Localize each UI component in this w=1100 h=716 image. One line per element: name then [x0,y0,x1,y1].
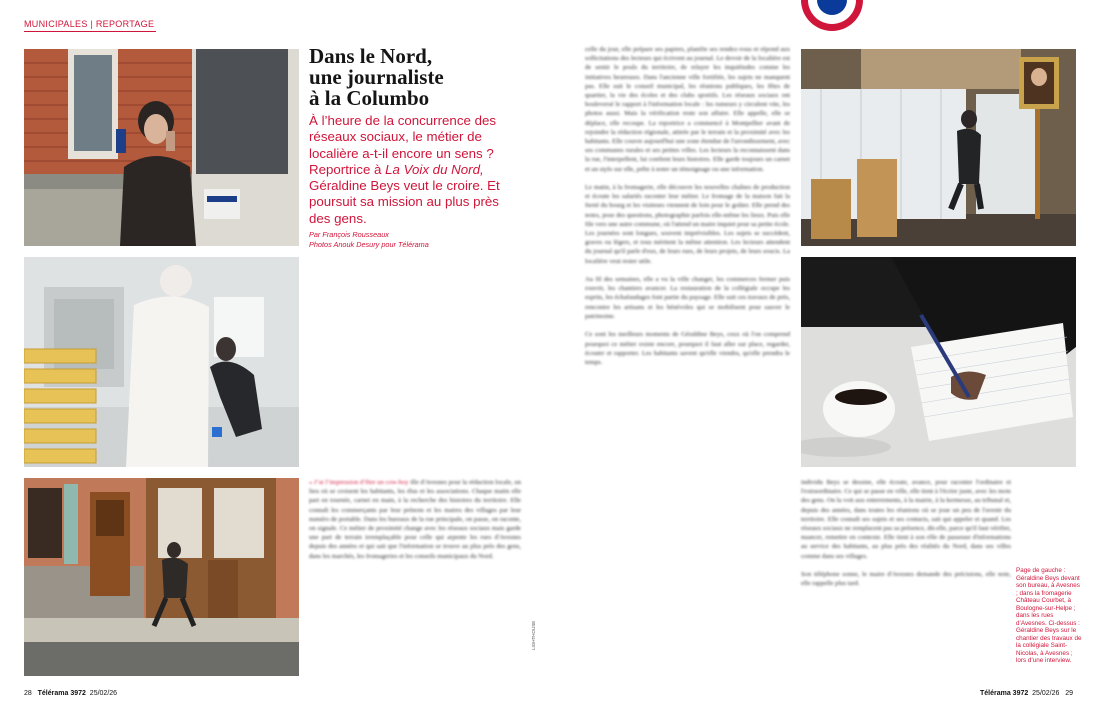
body-text-column-2: celle du jour, elle prépare ses papiers, planifie ses rendez-vous et répond aux sollicitations des lecteurs qui écrivent au journal. Le devoir de la localière est de sentir le pouls du territoire, de relayer les inquiétudes comme les initiatives heureuses. Dans l'ancienne ville fortifiée, les sujets ne manquent pas. Elle suit le conseil municipal, les réunions publiques, les fêtes de quartier, la vie des écoles et des clubs sportifs. Les réseaux sociaux ont bouleversé le rapport à l'information locale : les rumeurs y circulent vite, les photos aussi. Mais la vérification reste son affaire. Elle appelle, elle se déplace, elle recoupe. La reportrice a commencé à Montpellier avant de rejoindre la rédaction régionale, attirée par le terrain et la proximité avec les habitants. Elle couvre aujourd'hui une zone étendue de l'arrondissement, avec ses communes rurales et ses petites villes. Les lecteurs la reconnaissent dans la rue, l'interpellent, lui confient leurs histoires. Elle garde toujours un carnet et un stylo sur elle, prête à noter un témoignage ou une information. Le matin, à la fromagerie, elle découvre les nouvelles chaînes de production et écoute les salariés raconter leur métier. Le fromage de la maison fait la fierté du bourg et les visiteurs viennent de loin pour le goûter. Elle prend des notes, pose des questions, photographie parfois elle-même les lieux. Puis elle file vers une autre commune, où l'attend un maire inquiet pour sa petite école. Les journées sont longues, souvent imprévisibles. Les sujets se succèdent, graves ou légers, et tous méritent la même attention. Les lecteurs attendent du journal qu'il parle d'eux, de leurs rues, de leurs projets, de leurs soucis. La localière veut rester utile. Au fil des semaines, elle a vu la ville changer, les commerces fermer puis rouvrir, les chantiers avancer. La restauration de la collégiale occupe les esprits, les échafaudages font partie du paysage. Elle suit ces travaux de près, rencontre les artisans et les bénévoles qui se mobilisent pour sauver le patrimoine. Ce sont les meilleurs moments de Géraldine Beys, ceux où l'on comprend pourquoi ce métier existe encore, pourquoi il faut aller sur place, regarder, écouter et rapporter. Les habitants savent qu'elle viendra, qu'elle prendra le temps. [585,46,790,366]
body-text-column-1: « J’ai l’impression d’être un cow-boy ille d'Avesnes pour la rédaction locale, un lieu où se croisent les habitants, les élus et les associations. Chaque matin elle part en tournée, carnet en main, à la recherche des histoires du territoire. Elle connaît les commerçants par leur prénom et les maires des villages par leur numéro de portable. Dans les bureaux de la rue principale, on passe, on raconte, on signale. Ce métier de proximité change avec les réseaux sociaux mais garde une part de terrain irremplaçable pour celle qui arpente les rues d'Avesnes depuis des années et qui sait que l'information se trouve au plus près des gens, dans les marchés, les fromageries et les conseils municipaux du Nord. [309,479,521,560]
tricolor-roundel-icon [800,0,864,32]
byline: Par François Rousseaux [309,230,389,239]
folio-right-magazine: Télérama 3972 [980,690,1029,697]
folio-left-page: 28 [24,690,32,697]
photo-caption: Page de gauche : Géraldine Beys devant son bureau, à Avesnes ; dans la fromagerie Château Courbet, à Boulogne-sur-Helpe ; dans les rues d’Avesnes. Ci-dessus : Géraldine Beys sur le chantier des travaux de la collégiale Saint-Nicolas, à Avesnes ; lors d’une interview. [1016,567,1082,664]
photo-church-worksite [801,49,1076,246]
headline-line-1: Dans le Nord, [309,44,433,68]
folio-left [24,690,117,697]
headline-line-2: une journaliste [309,65,444,89]
body-text-column-3: individu Beys se dessine, elle écoute, avance, pour raconter l'ordinaire et l'extraordinaire. Ce qui se passe en ville, elle tient à l'écrire juste, avec les mots des gens. On la voit aux enterrements, à la mairie, à la kermesse, au tribunal et, depuis des années, dans toutes les réunions où se joue un peu de l'avenir du territoire. Elle connaît ses sujets et ses contacts, sait qui appeler et quand. Les réseaux sociaux ne remplacent pas sa présence, dit-elle, parce qu'il faut vérifier, nuancer, remettre en contexte. Elle tient à son rôle de passeuse d'informations au service des habitants, au plus près des réalités du Nord, dans ses villes comme dans ses villages. Son téléphone sonne, le maire d'Avesnes demande des précisions, elle note, elle rappelle plus tard. [801,479,1011,588]
standfirst-part-2: Géraldine Beys veut le croire. Et poursuit sa mission au plus près des gens. [309,178,500,226]
body-intro-lead: « J’ai l’impression d’être un cow-boy [309,479,409,486]
folio-left-magazine: Télérama 3972 [37,690,86,697]
photo-phone-call [24,49,299,246]
headline [309,46,499,109]
folio-right-page: 29 [1065,690,1074,697]
photo-cheese-factory [24,257,299,467]
vertical-credit: LIGHTHOUSE [531,620,536,650]
standfirst-publication: La Voix du Nord, [385,161,484,177]
headline-line-3: à la Columbo [309,86,430,110]
folio-left-date: 25/02/26 [89,690,118,697]
section-rubric: MUNICIPALES | REPORTAGE [24,19,155,29]
standfirst-part-1: À l’heure de la concurrence des réseaux sociaux, le métier de localière a-t-il encore un sens ? Reportrice à [309,113,497,177]
folio-right-date: 25/02/26 [1032,690,1060,697]
photo-credit: Photos Anouk Desury pour Télérama [309,240,429,249]
photo-desk-notes [801,257,1076,467]
standfirst [309,113,511,227]
photo-street [24,478,299,676]
folio-right [980,690,1073,697]
rubric-underline [24,31,156,32]
